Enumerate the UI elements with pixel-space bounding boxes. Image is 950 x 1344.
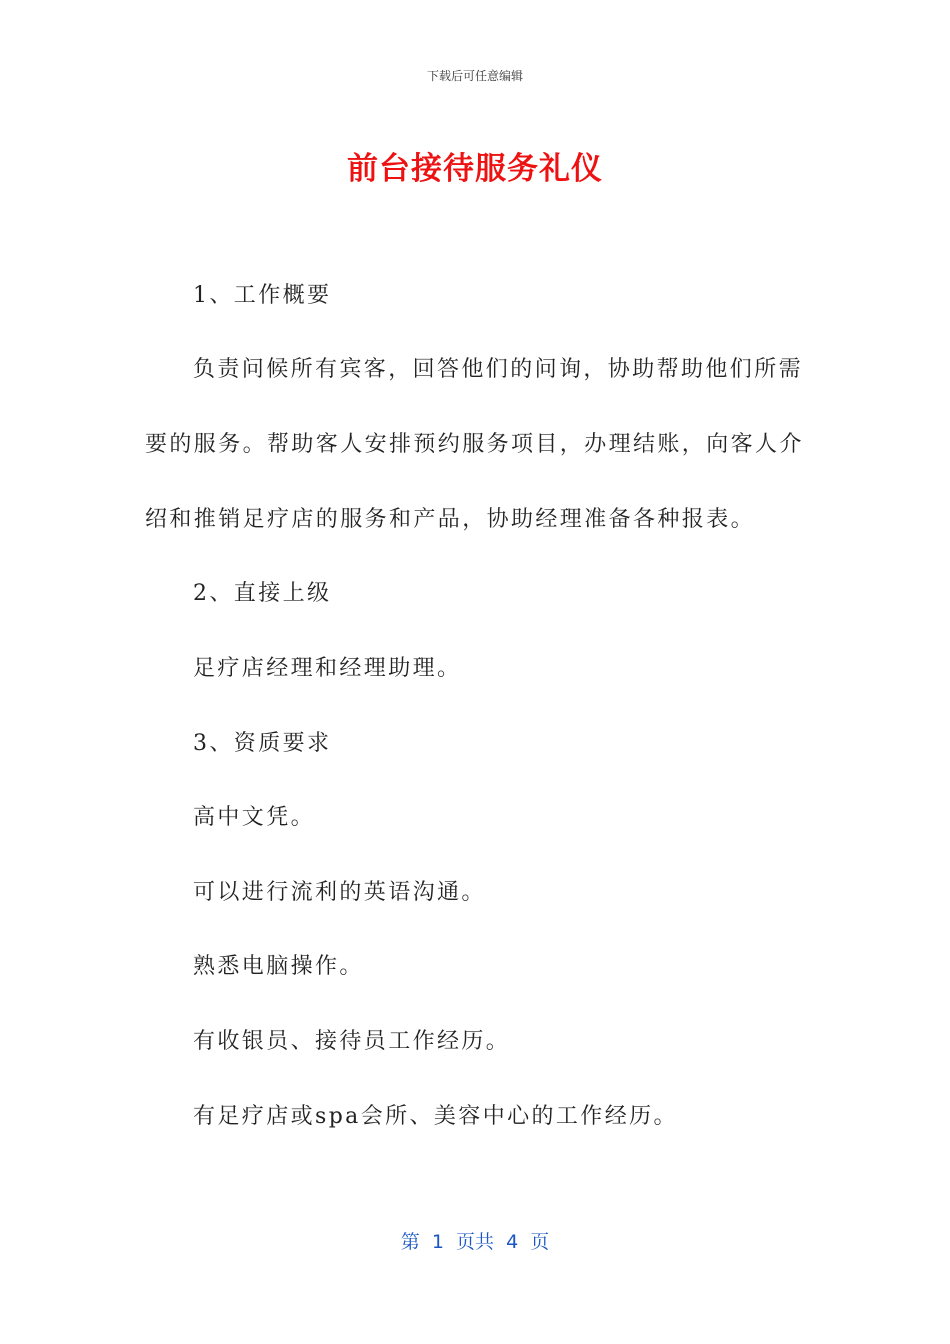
paragraph-line: 要的服务。帮助客人安排预约服务项目，办理结账，向客人介: [145, 432, 804, 457]
document-title: 前台接待服务礼仪: [347, 151, 603, 187]
page-indicator: 第 1 页共 4 页: [400, 1231, 550, 1253]
list-item: 熟悉电脑操作。: [193, 954, 364, 979]
paragraph-line: 绍和推销足疗店的服务和产品，协助经理准备各种报表。: [145, 507, 756, 532]
list-item: 有足疗店或spa会所、美容中心的工作经历。: [193, 1104, 678, 1129]
section-heading-work-summary: 1、工作概要: [193, 283, 332, 308]
paragraph-line: 足疗店经理和经理助理。: [193, 656, 462, 681]
header-note: 下载后可任意编辑: [426, 69, 523, 83]
list-item: 高中文凭。: [193, 805, 316, 830]
section-heading-direct-superior: 2、直接上级: [193, 581, 332, 606]
list-item: 有收银员、接待员工作经历。: [193, 1029, 511, 1054]
list-item: 可以进行流利的英语沟通。: [193, 880, 486, 905]
paragraph-line: 负责问候所有宾客，回答他们的问询，协助帮助他们所需: [193, 357, 804, 382]
section-heading-qualifications: 3、资质要求: [193, 731, 332, 756]
